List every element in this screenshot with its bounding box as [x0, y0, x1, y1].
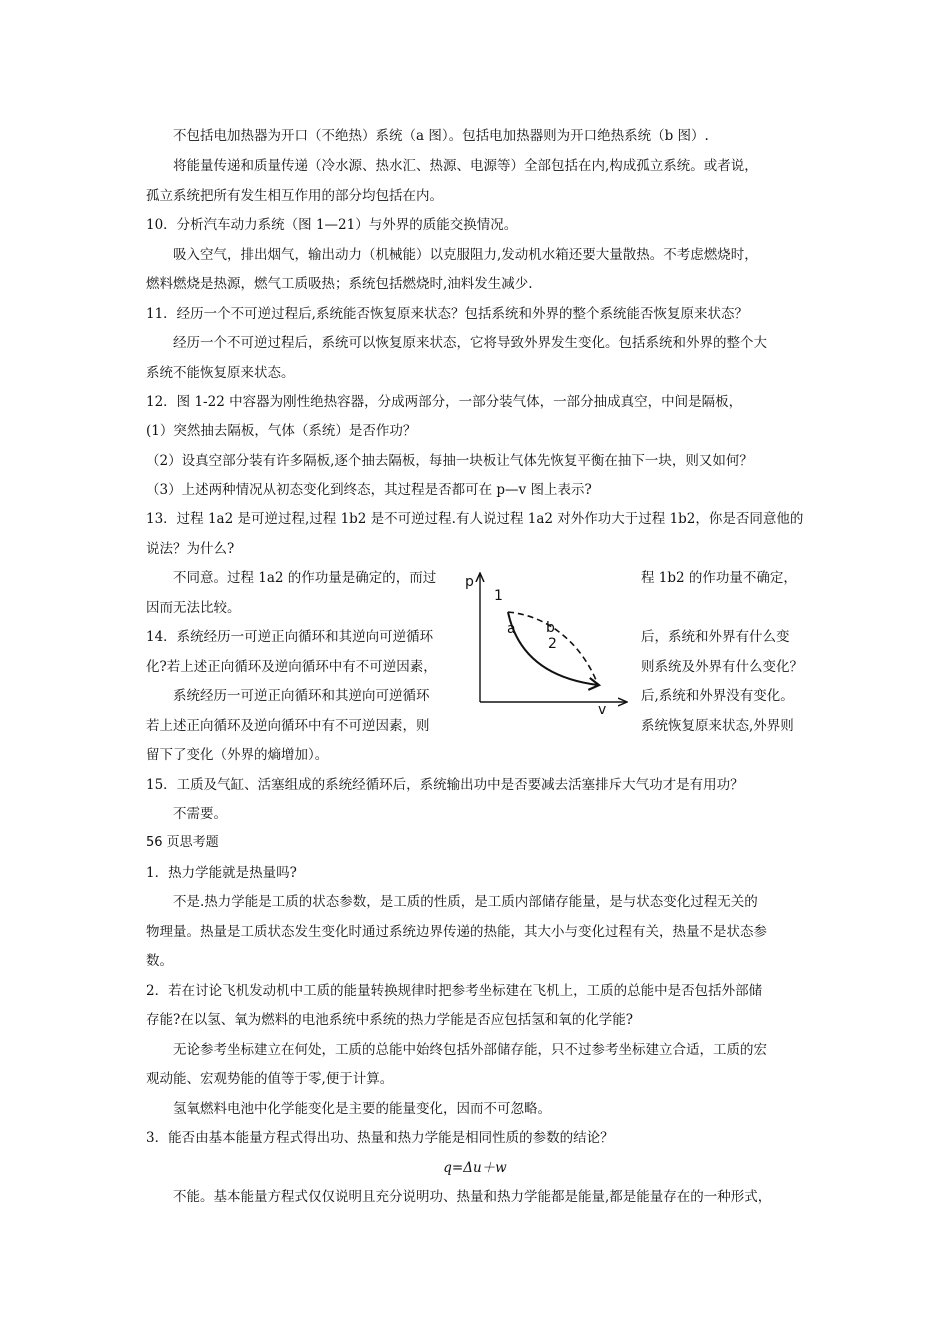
text-line: 经历一个不可逆过程后，系统可以恢复原来状态，它将导致外界发生变化。包括系统和外界的整个大 [173, 335, 767, 351]
text-line: 不包括电加热器为开口（不绝热）系统（a 图）。包括电加热器则为开口绝热系统（b 图）. [173, 128, 709, 144]
text-line: 则系统及外界有什么变化？ [641, 659, 803, 675]
text-line: 氢氧燃料电池中化学能变化是主要的能量变化，因而不可忽略。 [173, 1101, 551, 1117]
text-line: 不能。基本能量方程式仅仅说明且充分说明功、热量和热力学能都是能量,都是能量存在的一种形式， [173, 1189, 772, 1205]
question-10: 10．分析汽车动力系统（图 1—21）与外界的质能交换情况。 [146, 217, 518, 233]
text-line: 燃料燃烧是热源，燃气工质吸热；系统包括燃烧时,油料发生减少. [146, 276, 533, 292]
text-line: 留下了变化（外界的熵增加）。 [146, 747, 329, 763]
text-line: 系统经历一可逆正向循环和其逆向可逆循环 [173, 688, 430, 704]
text-line: (1）突然抽去隔板，气体（系统）是否作功？ [146, 423, 417, 439]
pv-diagram [452, 566, 642, 716]
text-line: 数。 [146, 953, 173, 969]
text-line: （2）设真空部分装有许多隔板,逐个抽去隔板，每抽一块板让气体先恢复平衡在抽下一块，则又如何？ [146, 453, 753, 469]
text-line: 吸入空气，排出烟气，输出动力（机械能）以克服阻力,发动机水箱还要大量散热。不考虑燃烧时， [173, 247, 758, 263]
text-line: 无论参考坐标建立在何处，工质的总能中始终包括外部储存能，只不过参考坐标建立合适，工质的宏 [173, 1042, 767, 1058]
text-line: 化?若上述正向循环及逆向循环中有不可逆因素， [146, 659, 437, 675]
text-line: 若上述正向循环及逆向循环中有不可逆因素，则 [146, 718, 430, 734]
text-line: 程 1b2 的作功量不确定， [641, 570, 797, 586]
text-line: 因而无法比较。 [146, 600, 241, 616]
state-2-label: 2 [548, 636, 557, 652]
text-line: 后，系统和外界有什么变 [641, 629, 790, 645]
text-line: 不同意。过程 1a2 的作功量是确定的，而过 [173, 570, 437, 586]
text-line: 不是.热力学能是工质的状态参数，是工质的性质，是工质内部储存能量，是与状态变化过程无关的 [173, 894, 758, 910]
text-line: 物理量。热量是工质状态发生变化时通过系统边界传递的热能，其大小与变化过程有关，热量不是状态参 [146, 924, 767, 940]
text-line: 后,系统和外界没有变化。 [641, 688, 794, 704]
question-14: 14．系统经历一可逆正向循环和其逆向可逆循环 [146, 629, 434, 645]
text-line: 系统恢复原来状态,外界则 [641, 718, 794, 734]
energy-equation: q=Δu＋w [443, 1160, 507, 1176]
text-line: 系统不能恢复原来状态。 [146, 365, 295, 381]
question-11: 11．经历一个不可逆过程后,系统能否恢复原来状态？包括系统和外界的整个系统能否恢复原来状态？ [146, 306, 748, 322]
path-b-label: b [546, 620, 555, 636]
text-line: 说法？为什么? [146, 541, 235, 557]
path-a-label: a [507, 621, 516, 637]
question-s1: 1．热力学能就是热量吗? [146, 865, 297, 881]
text-line: 孤立系统把所有发生相互作用的部分均包括在内。 [146, 188, 443, 204]
text-line: 存能?在以氢、氧为燃料的电池系统中系统的热力学能是否应包括氢和氧的化学能? [146, 1012, 633, 1028]
v-axis-label: v [598, 702, 607, 716]
p-axis-label: p [465, 574, 474, 590]
question-s3: 3．能否由基本能量方程式得出功、热量和热力学能是相同性质的参数的结论？ [146, 1130, 614, 1146]
section-heading: 56 页思考题 [146, 835, 219, 850]
question-12: 12．图 1-22 中容器为刚性绝热容器，分成两部分，一部分装气体，一部分抽成真空，中间是隔板， [146, 394, 743, 410]
text-line: 不需要。 [173, 806, 227, 822]
question-13: 13．过程 1a2 是可逆过程,过程 1b2 是不可逆过程.有人说过程 1a2 对外作功大于过程 1b2，你是否同意他的 [146, 511, 804, 527]
text-line: （3）上述两种情况从初态变化到终态，其过程是否都可在 p—v 图上表示? [146, 482, 592, 498]
question-15: 15．工质及气缸、活塞组成的系统经循环后，系统输出功中是否要减去活塞排斥大气功才是有用功？ [146, 777, 744, 793]
text-line: 将能量传递和质量传递（冷水源、热水汇、热源、电源等）全部包括在内,构成孤立系统。或者说， [173, 158, 758, 174]
state-1-label: 1 [494, 588, 503, 604]
question-s2: 2．若在讨论飞机发动机中工质的能量转换规律时把参考坐标建在飞机上，工质的总能中是否包括外部储 [146, 983, 763, 999]
text-line: 观动能、宏观势能的值等于零,便于计算。 [146, 1071, 394, 1087]
